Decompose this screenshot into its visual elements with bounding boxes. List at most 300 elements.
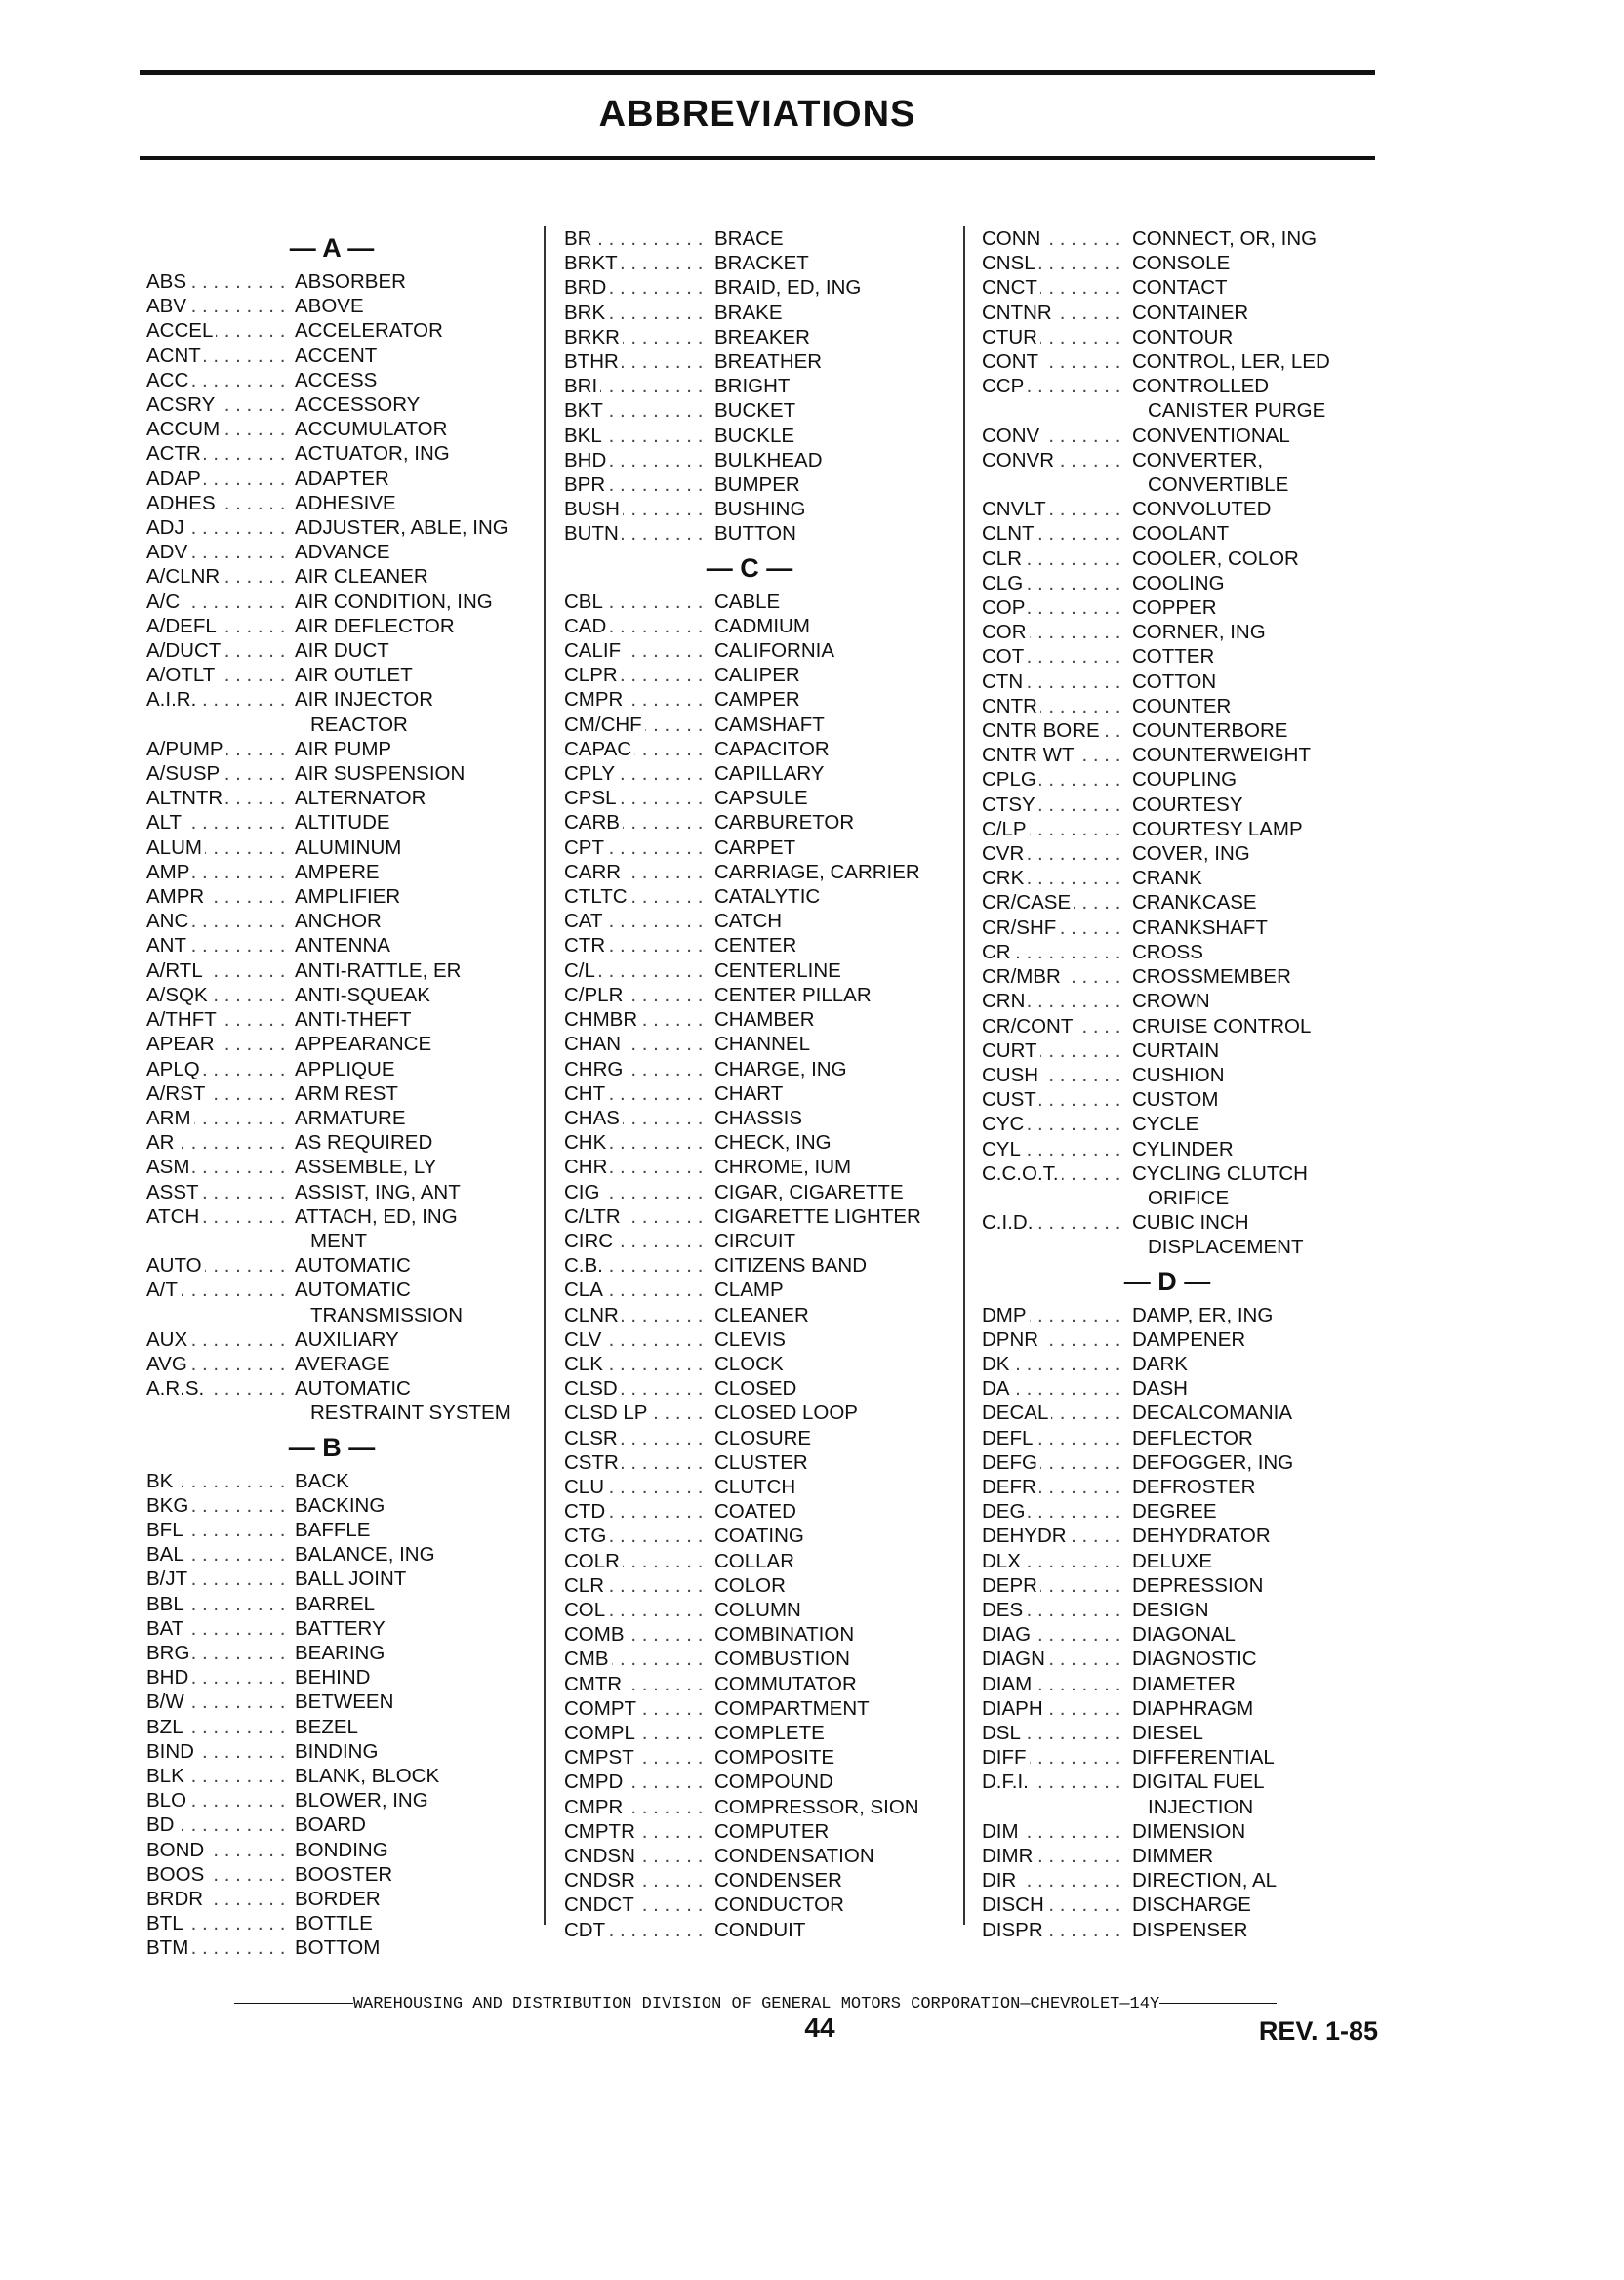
abbreviation-cell xyxy=(564,1130,709,1155)
abbreviation-cell xyxy=(146,1567,289,1591)
abbreviation-entry xyxy=(982,767,1372,792)
meaning-text: CIGAR, CIGARETTE xyxy=(714,1180,904,1203)
abbreviation-cell xyxy=(982,521,1126,546)
abbreviation-text: DLX xyxy=(982,1550,1024,1572)
abbreviation-cell xyxy=(982,349,1126,374)
abbreviation-cell xyxy=(982,1401,1126,1425)
abbreviation-cell xyxy=(564,325,709,349)
meaning-text: AUTOMATIC xyxy=(295,1279,411,1302)
abbreviation-cell xyxy=(564,1401,709,1425)
abbreviation-cell xyxy=(146,564,289,589)
abbreviation-cell xyxy=(982,226,1126,251)
abbreviation-entry xyxy=(564,884,954,909)
abbreviation-entry xyxy=(982,743,1372,767)
abbreviation-cell xyxy=(564,1007,709,1032)
abbreviation-entry xyxy=(564,1450,954,1475)
meaning-text: CONNECT, OR, ING xyxy=(1132,227,1318,250)
entry-continuation xyxy=(982,398,1372,423)
meaning-text: CARPET xyxy=(714,835,796,859)
abbreviation-cell xyxy=(564,786,709,810)
meaning-text: CROWN xyxy=(1132,990,1210,1013)
abbreviation-cell xyxy=(982,1622,1126,1647)
meaning-text: DIMENSION xyxy=(1132,1819,1246,1843)
abbreviation-text: CHMBR xyxy=(564,1008,640,1031)
abbreviation-entry xyxy=(564,1893,954,1917)
abbreviation-text: CLV xyxy=(564,1328,604,1351)
meaning-text: COMBINATION xyxy=(714,1623,855,1647)
abbreviation-text: ACCEL xyxy=(146,319,216,342)
abbreviation-cell xyxy=(146,417,289,441)
abbreviation-cell xyxy=(564,663,709,687)
meaning-text: COUPLING xyxy=(1132,768,1238,792)
abbreviation-text: CBL xyxy=(564,590,606,613)
abbreviation-entry xyxy=(564,226,954,251)
abbreviation-cell xyxy=(146,786,289,810)
abbreviation-entry xyxy=(982,1014,1372,1038)
abbreviation-entry xyxy=(146,1469,537,1493)
abbreviation-cell xyxy=(982,1450,1126,1475)
abbreviation-cell xyxy=(982,670,1126,694)
abbreviation-text: A/THFT xyxy=(146,1008,220,1031)
meaning-text: CLUTCH xyxy=(714,1475,796,1498)
meaning-text: COLLAR xyxy=(714,1549,795,1572)
abbreviation-entry xyxy=(146,1518,537,1542)
meaning-text: CENTERLINE xyxy=(714,958,841,982)
abbreviation-text: BHD xyxy=(146,1666,191,1689)
abbreviation-text: DIMR xyxy=(982,1845,1035,1867)
continuation-text: CANISTER PURGE xyxy=(1148,399,1326,423)
abbreviation-text: ACNT xyxy=(146,345,204,367)
abbreviation-entry xyxy=(982,1844,1372,1868)
abbreviation-text: BRI xyxy=(564,375,600,397)
abbreviation-text: CHRG xyxy=(564,1058,626,1080)
abbreviation-text: DIAPH xyxy=(982,1697,1046,1720)
abbreviation-text: DEFL xyxy=(982,1427,1035,1449)
abbreviation-cell xyxy=(982,497,1126,521)
abbreviation-text: BUSH xyxy=(564,498,623,520)
abbreviation-entry xyxy=(146,786,537,810)
abbreviation-entry xyxy=(564,1622,954,1647)
abbreviation-cell xyxy=(564,1672,709,1696)
meaning-text: CONTOUR xyxy=(1132,325,1234,348)
abbreviation-text: BTM xyxy=(146,1936,191,1959)
meaning-text: BRACE xyxy=(714,227,784,250)
abbreviation-entry xyxy=(982,1450,1372,1475)
abbreviation-entry xyxy=(982,1770,1372,1794)
meaning-text: ALTERNATOR xyxy=(295,787,426,810)
abbreviation-entry xyxy=(982,1087,1372,1112)
meaning-text: ALTITUDE xyxy=(295,811,390,835)
abbreviation-entry xyxy=(146,1715,537,1739)
abbreviation-cell xyxy=(982,301,1126,325)
meaning-text: CLOSED xyxy=(714,1377,797,1401)
section-heading: — B — xyxy=(288,1432,376,1462)
abbreviation-text: CNCT xyxy=(982,276,1040,299)
abbreviation-text: B/W xyxy=(146,1690,187,1713)
meaning-text: CENTER PILLAR xyxy=(714,983,872,1006)
abbreviation-text: CMTR xyxy=(564,1673,625,1695)
abbreviation-text: ADV xyxy=(146,541,190,563)
abbreviation-cell xyxy=(982,1696,1126,1721)
abbreviation-text: CONT xyxy=(982,350,1041,373)
entry-continuation xyxy=(982,1795,1372,1819)
abbreviation-text: AUTO xyxy=(146,1254,205,1277)
abbreviation-cell xyxy=(146,1081,289,1106)
abbreviation-text: CTD xyxy=(564,1500,608,1523)
abbreviation-text: ALT xyxy=(146,811,184,834)
abbreviation-cell xyxy=(982,1844,1126,1868)
abbreviation-text: CHT xyxy=(564,1082,608,1105)
abbreviation-cell xyxy=(982,817,1126,841)
abbreviation-cell xyxy=(564,1770,709,1794)
abbreviation-text: A/OTLT xyxy=(146,664,218,686)
abbreviation-entry xyxy=(146,983,537,1007)
abbreviation-cell xyxy=(146,1180,289,1204)
abbreviation-cell xyxy=(564,472,709,497)
abbreviation-entry xyxy=(146,737,537,761)
abbreviation-entry xyxy=(564,860,954,884)
meaning-text: DIRECTION, AL xyxy=(1132,1869,1278,1893)
abbreviation-text: COLR xyxy=(564,1550,623,1572)
abbreviation-cell xyxy=(982,743,1126,767)
abbreviation-cell xyxy=(146,1911,289,1935)
abbreviation-text: A/SQK xyxy=(146,984,211,1006)
abbreviation-text: CONV xyxy=(982,425,1042,447)
meaning-text: COTTER xyxy=(1132,645,1215,669)
abbreviation-text: DES xyxy=(982,1599,1026,1621)
abbreviation-cell xyxy=(564,1721,709,1745)
abbreviation-cell xyxy=(564,1155,709,1179)
meaning-text: CAMSHAFT xyxy=(714,712,825,736)
abbreviation-text: CNTR BORE xyxy=(982,719,1103,742)
meaning-text: ARM REST xyxy=(295,1081,398,1105)
abbreviation-cell xyxy=(564,301,709,325)
abbreviation-text: BLO xyxy=(146,1789,189,1812)
abbreviation-text: BLK xyxy=(146,1765,187,1787)
meaning-text: BUMPER xyxy=(714,473,800,497)
abbreviation-entry xyxy=(564,1204,954,1229)
meaning-text: ATTACH, ED, ING xyxy=(295,1204,458,1228)
entry-continuation xyxy=(982,1186,1372,1210)
abbreviation-cell xyxy=(564,424,709,448)
abbreviation-cell xyxy=(982,374,1126,398)
abbreviation-entry xyxy=(146,1862,537,1887)
meaning-text: CRUISE CONTROL xyxy=(1132,1014,1312,1038)
abbreviation-cell xyxy=(146,467,289,491)
abbreviation-text: A/CLNR xyxy=(146,565,223,588)
abbreviation-entry xyxy=(982,620,1372,644)
abbreviation-entry xyxy=(146,1106,537,1130)
abbreviation-text: BRD xyxy=(564,276,609,299)
abbreviation-cell xyxy=(564,448,709,472)
meaning-text: DIGITAL FUEL xyxy=(1132,1771,1265,1794)
meaning-text: CONVERTER, xyxy=(1132,448,1264,471)
abbreviation-cell xyxy=(982,547,1126,571)
meaning-text: CLOSURE xyxy=(714,1426,812,1449)
meaning-text: BEHIND xyxy=(295,1666,371,1690)
abbreviation-entry xyxy=(982,1352,1372,1376)
abbreviation-text: A.R.S. xyxy=(146,1377,207,1400)
meaning-text: BOTTOM xyxy=(295,1936,381,1960)
abbreviation-cell xyxy=(564,1868,709,1893)
meaning-text: COURTESY LAMP xyxy=(1132,817,1303,840)
abbreviation-cell xyxy=(146,1155,289,1179)
meaning-text: CUSTOM xyxy=(1132,1088,1219,1112)
abbreviation-cell xyxy=(146,1007,289,1032)
abbreviation-entry xyxy=(146,1057,537,1081)
abbreviation-text: CNTR WT xyxy=(982,744,1077,766)
abbreviation-entry xyxy=(982,521,1372,546)
abbreviation-text: COL xyxy=(564,1599,608,1621)
abbreviation-cell xyxy=(982,1745,1126,1770)
abbreviation-entry xyxy=(146,1493,537,1518)
meaning-text: BREATHER xyxy=(714,350,823,374)
abbreviation-entry xyxy=(564,398,954,423)
abbreviation-entry xyxy=(564,1155,954,1179)
abbreviation-entry xyxy=(146,933,537,957)
abbreviation-entry xyxy=(564,983,954,1007)
abbreviation-entry xyxy=(564,835,954,860)
meaning-text: CHAMBER xyxy=(714,1008,815,1032)
abbreviation-text: A.I.R. xyxy=(146,688,199,711)
abbreviation-text: A/T xyxy=(146,1279,181,1301)
top-rule xyxy=(140,70,1375,75)
abbreviation-cell xyxy=(564,374,709,398)
abbreviation-entry xyxy=(146,1641,537,1665)
abbreviation-cell xyxy=(146,1032,289,1056)
abbreviation-text: C/PLR xyxy=(564,984,626,1006)
abbreviation-entry xyxy=(146,860,537,884)
abbreviation-entry xyxy=(564,1598,954,1622)
abbreviation-entry xyxy=(564,1426,954,1450)
abbreviation-entry xyxy=(146,687,537,712)
abbreviation-cell xyxy=(146,1469,289,1493)
meaning-text: APPLIQUE xyxy=(295,1057,395,1080)
abbreviation-cell xyxy=(564,1475,709,1499)
meaning-text: BRAKE xyxy=(714,301,783,324)
meaning-text: AMPLIFIER xyxy=(295,885,401,909)
abbreviation-cell xyxy=(564,497,709,521)
abbreviation-cell xyxy=(564,1893,709,1917)
meaning-text: CHART xyxy=(714,1081,784,1105)
abbreviation-entry xyxy=(982,1376,1372,1401)
abbreviation-text: C/L xyxy=(564,959,598,982)
abbreviation-text: ACCUM xyxy=(146,418,223,440)
abbreviation-cell xyxy=(564,1499,709,1524)
abbreviation-entry xyxy=(982,1327,1372,1352)
abbreviation-entry xyxy=(982,1918,1372,1942)
abbreviation-cell xyxy=(564,712,709,737)
abbreviation-cell xyxy=(146,515,289,540)
abbreviation-entry xyxy=(982,595,1372,620)
abbreviation-entry xyxy=(146,269,537,294)
abbreviation-entry xyxy=(146,1665,537,1690)
abbreviation-entry xyxy=(564,1745,954,1770)
abbreviation-cell xyxy=(564,275,709,300)
abbreviation-cell xyxy=(564,1352,709,1376)
abbreviation-cell xyxy=(982,841,1126,866)
abbreviation-text: CHK xyxy=(564,1131,609,1154)
meaning-text: CHANNEL xyxy=(714,1033,810,1056)
abbreviation-entry xyxy=(564,590,954,614)
abbreviation-text: BAL xyxy=(146,1543,187,1566)
continuation-text: INJECTION xyxy=(1148,1795,1254,1818)
abbreviation-text: ANC xyxy=(146,910,191,932)
abbreviation-entry xyxy=(982,448,1372,472)
abbreviation-entry xyxy=(982,1819,1372,1844)
abbreviation-text: CPSL xyxy=(564,787,620,809)
abbreviation-text: COMPL xyxy=(564,1722,638,1744)
abbreviation-cell xyxy=(564,737,709,761)
abbreviation-text: CIRC xyxy=(564,1230,616,1252)
abbreviation-text: CTG xyxy=(564,1525,609,1547)
abbreviation-cell xyxy=(564,1180,709,1204)
abbreviation-text: CTSY xyxy=(982,794,1038,816)
abbreviation-text: BKT xyxy=(564,399,606,422)
abbreviation-text: DEHYDR xyxy=(982,1525,1070,1547)
abbreviation-text: BKL xyxy=(564,425,605,447)
abbreviation-cell xyxy=(564,349,709,374)
meaning-text: CONTROL, LER, LED xyxy=(1132,350,1330,374)
meaning-text: AVERAGE xyxy=(295,1352,390,1375)
abbreviation-cell xyxy=(982,1893,1126,1917)
title-underline xyxy=(140,156,1375,160)
abbreviation-entry xyxy=(564,424,954,448)
meaning-text: ABOVE xyxy=(295,295,364,318)
meaning-text: COUNTERBORE xyxy=(1132,719,1288,743)
abbreviation-cell xyxy=(564,1303,709,1327)
abbreviation-cell xyxy=(146,614,289,638)
abbreviation-entry xyxy=(982,1426,1372,1450)
abbreviation-text: BOOS xyxy=(146,1863,207,1886)
abbreviation-cell xyxy=(146,294,289,318)
abbreviation-text: CLG xyxy=(982,572,1026,594)
meaning-text: AIR INJECTOR xyxy=(295,688,433,712)
meaning-text: CENTER xyxy=(714,934,797,957)
abbreviation-entry xyxy=(146,810,537,835)
abbreviation-text: BRKR xyxy=(564,326,623,348)
abbreviation-text: DK xyxy=(982,1353,1012,1375)
abbreviation-entry xyxy=(564,1278,954,1302)
abbreviation-entry xyxy=(982,325,1372,349)
meaning-text: CATALYTIC xyxy=(714,885,821,909)
meaning-text: COLUMN xyxy=(714,1598,801,1621)
abbreviation-cell xyxy=(564,1819,709,1844)
abbreviation-entry xyxy=(564,1303,954,1327)
footer-dash-right xyxy=(1159,2003,1277,2004)
meaning-text: DESIGN xyxy=(1132,1598,1209,1621)
abbreviation-entry xyxy=(146,1838,537,1862)
meaning-text: CRANKCASE xyxy=(1132,891,1257,915)
abbreviation-text: AMPR xyxy=(146,885,207,908)
meaning-text: CYCLE xyxy=(1132,1113,1199,1136)
abbreviation-cell xyxy=(564,1450,709,1475)
abbreviation-entry xyxy=(982,374,1372,398)
meaning-text: COMPRESSOR, SION xyxy=(714,1795,919,1818)
abbreviation-cell xyxy=(146,318,289,343)
abbreviation-entry xyxy=(146,909,537,933)
meaning-text: DECALCOMANIA xyxy=(1132,1402,1293,1425)
abbreviation-text: DA xyxy=(982,1377,1012,1400)
abbreviation-entry xyxy=(564,737,954,761)
meaning-text: CALIPER xyxy=(714,664,800,687)
abbreviation-entry xyxy=(982,1745,1372,1770)
continuation-text: TRANSMISSION xyxy=(310,1303,464,1326)
abbreviation-cell xyxy=(982,1063,1126,1087)
abbreviation-text: D.F.I. xyxy=(982,1771,1032,1793)
abbreviation-entry xyxy=(146,761,537,786)
abbreviation-cell xyxy=(564,1696,709,1721)
abbreviation-text: ADHES xyxy=(146,492,219,514)
meaning-text: DARK xyxy=(1132,1352,1188,1375)
abbreviation-entry xyxy=(146,491,537,515)
meaning-text: BOTTLE xyxy=(295,1912,373,1935)
abbreviation-cell xyxy=(146,1518,289,1542)
abbreviation-text: BKG xyxy=(146,1494,191,1517)
abbreviation-entry xyxy=(564,786,954,810)
column-divider-1 xyxy=(544,226,546,1925)
continuation-text: RESTRAINT SYSTEM xyxy=(310,1402,511,1425)
abbreviation-text: DEFR xyxy=(982,1476,1039,1498)
abbreviation-text: DIR xyxy=(982,1869,1019,1892)
abbreviation-cell xyxy=(146,1812,289,1837)
abbreviation-entry xyxy=(982,301,1372,325)
abbreviation-cell xyxy=(982,275,1126,300)
abbreviation-entry xyxy=(146,590,537,614)
abbreviation-text: DISPR xyxy=(982,1919,1046,1941)
meaning-text: BINDING xyxy=(295,1739,379,1763)
meaning-text: BUSHING xyxy=(714,498,806,521)
abbreviation-text: CUST xyxy=(982,1088,1039,1111)
abbreviation-entry xyxy=(146,294,537,318)
abbreviation-entry xyxy=(982,1524,1372,1548)
abbreviation-cell xyxy=(564,860,709,884)
abbreviation-entry xyxy=(564,909,954,933)
meaning-text: AIR DEFLECTOR xyxy=(295,614,455,637)
abbreviation-entry xyxy=(982,1137,1372,1161)
abbreviation-cell xyxy=(564,1376,709,1401)
meaning-text: BATTERY xyxy=(295,1616,386,1640)
abbreviation-entry xyxy=(982,1475,1372,1499)
revision-label: REV. 1-85 xyxy=(1258,2016,1378,2046)
meaning-text: CHROME, IUM xyxy=(714,1156,852,1179)
entry-continuation xyxy=(146,1229,537,1253)
abbreviation-cell xyxy=(146,835,289,860)
meaning-text: DEHYDRATOR xyxy=(1132,1525,1271,1548)
abbreviation-entry xyxy=(146,1542,537,1567)
abbreviation-cell xyxy=(564,687,709,712)
abbreviation-entry xyxy=(564,638,954,663)
meaning-text: CUBIC INCH xyxy=(1132,1211,1249,1235)
abbreviation-cell xyxy=(146,1253,289,1278)
meaning-text: BAFFLE xyxy=(295,1518,371,1541)
abbreviation-entry xyxy=(146,515,537,540)
abbreviation-entry xyxy=(564,1475,954,1499)
abbreviation-cell xyxy=(982,1573,1126,1598)
abbreviation-entry xyxy=(982,424,1372,448)
abbreviation-cell xyxy=(564,1204,709,1229)
abbreviation-cell xyxy=(982,1475,1126,1499)
abbreviation-text: BTHR xyxy=(564,350,622,373)
meaning-text: DIAGONAL xyxy=(1132,1623,1236,1647)
column-divider-2 xyxy=(963,226,965,1925)
abbreviation-cell xyxy=(564,810,709,835)
meaning-text: BALL JOINT xyxy=(295,1568,407,1591)
abbreviation-entry xyxy=(564,349,954,374)
continuation-text: REACTOR xyxy=(310,712,408,736)
abbreviation-entry xyxy=(564,1918,954,1942)
abbreviation-cell xyxy=(146,761,289,786)
